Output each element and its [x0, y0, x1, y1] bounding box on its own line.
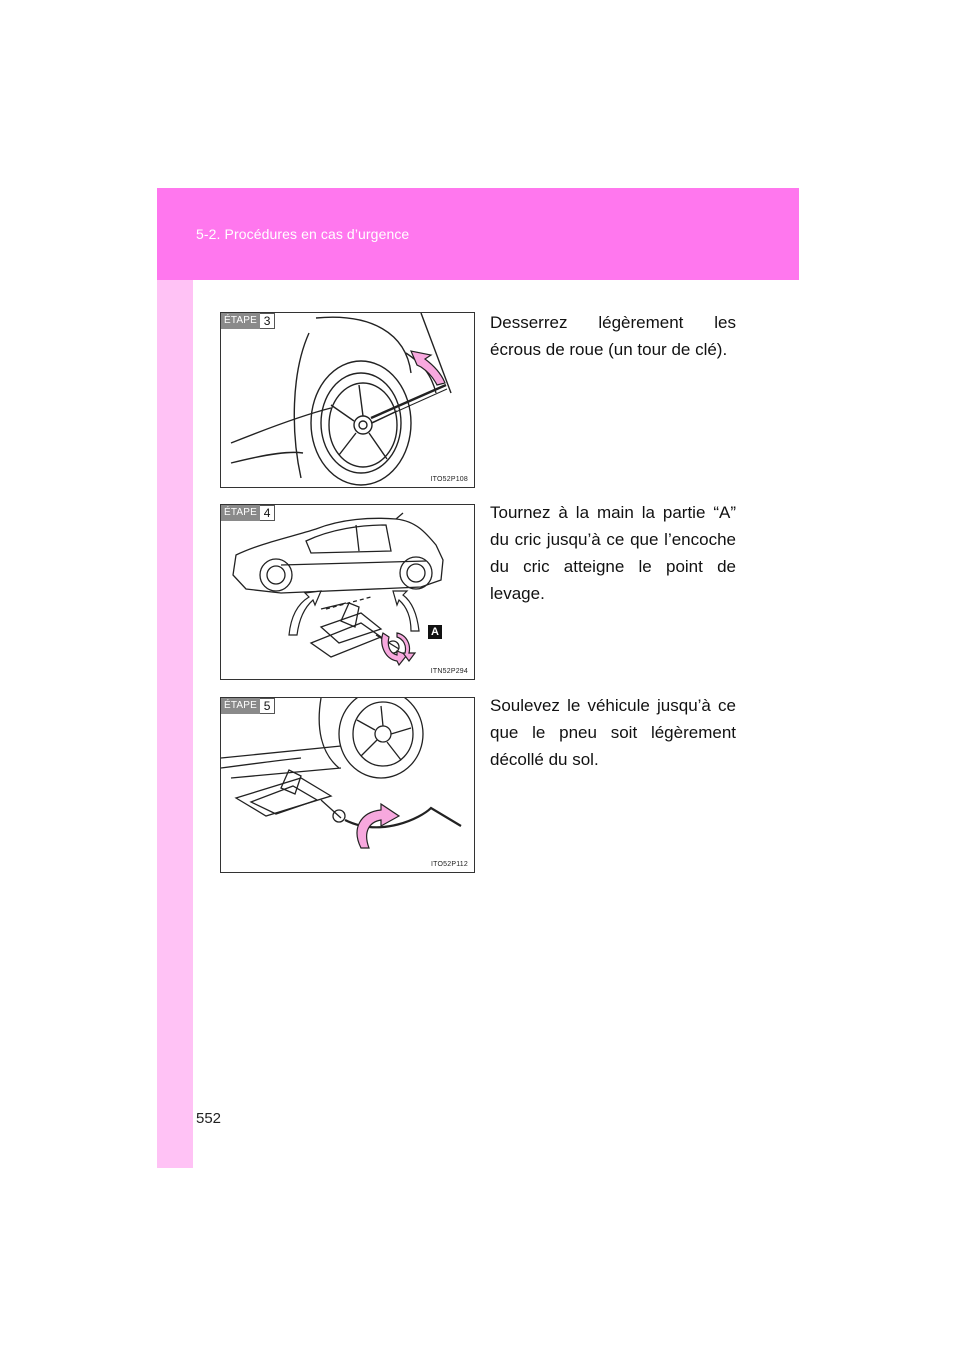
figure-code: ITO52P108: [430, 476, 468, 483]
step-label: ÉTAPE: [221, 698, 260, 714]
step-3-figure: [220, 312, 475, 488]
wheel-wrench-illustration: [221, 313, 475, 488]
step-number: 4: [260, 505, 275, 521]
step-label: ÉTAPE: [221, 505, 260, 521]
step-4-text: Tournez à la main la partie “A” du cric jusqu’à ce que l’encoche du cric atteigne le point de levage.: [490, 503, 736, 603]
jack-lifting-illustration: [221, 698, 475, 873]
step-4-badge: [221, 505, 275, 521]
step-5-text: Soulevez le véhicule jusqu’à ce que le pneu soit légèrement décollé du sol.: [490, 696, 736, 769]
step-4-figure: [220, 504, 475, 680]
rotate-arrow-icon: [411, 351, 445, 385]
step-5-badge: [221, 698, 275, 714]
step-number: 3: [260, 313, 275, 329]
car-jack-illustration: [221, 505, 475, 680]
step-3-badge: [221, 313, 275, 329]
side-strip: [157, 188, 193, 1168]
page-number: 552: [196, 1110, 222, 1127]
step-number: 5: [260, 698, 275, 714]
section-title: 5-2. Procédures en cas d’urgence: [196, 226, 410, 242]
figure-code: ITN52P294: [430, 668, 468, 675]
step-3-text: Desserrez légèrement les écrous de roue (un tour de clé).: [490, 313, 736, 359]
step-label: ÉTAPE: [221, 313, 260, 329]
figure-code: ITO52P112: [431, 861, 468, 868]
step-5-figure: [220, 697, 475, 873]
callout-a-label: A: [428, 625, 442, 639]
